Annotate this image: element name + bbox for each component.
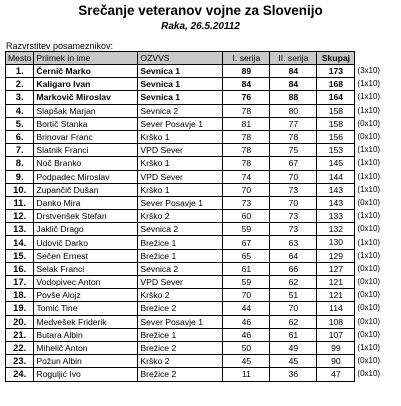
series-1-cell: 78 <box>223 144 270 157</box>
name-cell: Vodopivec Anton <box>34 276 138 289</box>
name-cell: Slatnik Franci <box>34 144 138 157</box>
table-row <box>6 210 388 223</box>
table-row <box>6 341 388 354</box>
name-cell: Povše Alojz <box>34 289 138 302</box>
table-row <box>6 183 388 196</box>
total-cell: 99 <box>317 341 355 354</box>
club-cell: Brežice 2 <box>138 341 223 354</box>
rank-cell: 17. <box>6 276 34 289</box>
rank-cell: 24. <box>6 368 34 381</box>
rank-cell: 3. <box>6 91 34 104</box>
total-cell: 143 <box>317 196 355 209</box>
total-cell: 158 <box>317 117 355 130</box>
results-table <box>5 51 388 382</box>
name-cell: Tomić Tine <box>34 302 138 315</box>
series-1-cell: 61 <box>223 262 270 275</box>
series-2-cell: 62 <box>270 276 317 289</box>
series-1-cell: 89 <box>223 65 270 78</box>
series-1-cell: 70 <box>223 289 270 302</box>
club-cell: Sever Posavje 1 <box>138 196 223 209</box>
header-rank: Mesto <box>6 52 34 65</box>
tens-count: (1x10) <box>357 211 381 221</box>
series-1-cell: 84 <box>223 78 270 91</box>
series-1-cell: 50 <box>223 341 270 354</box>
series-1-cell: 65 <box>223 249 270 262</box>
club-cell: Sevnica 1 <box>138 78 223 91</box>
name-cell: Danko Mira <box>34 196 138 209</box>
rank-cell: 6. <box>6 130 34 143</box>
series-2-cell: 66 <box>270 262 317 275</box>
club-cell: Brežice 1 <box>138 249 223 262</box>
series-2-cell: 70 <box>270 196 317 209</box>
tens-count: (0x10) <box>357 118 381 128</box>
table-row <box>6 78 388 91</box>
tens-count: (1x10) <box>357 184 381 194</box>
club-cell: Sever Posavje 1 <box>138 117 223 130</box>
series-2-cell: 73 <box>270 183 317 196</box>
rank-cell: 9. <box>6 170 34 183</box>
series-2-cell: 78 <box>270 130 317 143</box>
total-cell: 145 <box>317 157 355 170</box>
table-row <box>6 236 388 249</box>
total-cell: 173 <box>317 65 355 78</box>
tens-count: (1x10) <box>357 92 381 102</box>
name-cell: Mihelič Anton <box>34 341 138 354</box>
club-cell: Sevnica 2 <box>138 104 223 117</box>
rank-cell: 10. <box>6 183 34 196</box>
club-cell: Brežice 1 <box>138 328 223 341</box>
club-cell: Krško 1 <box>138 157 223 170</box>
rank-cell: 2. <box>6 78 34 91</box>
table-row <box>6 117 388 130</box>
page-title: Srečanje veteranov vojne za Slovenijo <box>78 3 323 18</box>
header-name: Priimek in ime <box>34 52 138 65</box>
table-row <box>6 315 388 328</box>
tens-count: (0x10) <box>357 263 381 273</box>
tens-count: (1x10) <box>357 105 381 115</box>
club-cell: VPD Sever <box>138 144 223 157</box>
tens-count: (1x10) <box>357 237 381 247</box>
table-row <box>6 130 388 143</box>
club-cell: Krško 2 <box>138 210 223 223</box>
club-cell: Sevnica 1 <box>138 65 223 78</box>
rank-cell: 5. <box>6 117 34 130</box>
total-cell: 143 <box>317 183 355 196</box>
total-cell: 156 <box>317 130 355 143</box>
table-caption: Razvrstitev posameznikov: <box>6 41 114 51</box>
name-cell: Bortič Stanka <box>34 117 138 130</box>
total-cell: 130 <box>317 236 355 249</box>
table-row <box>6 355 388 368</box>
event-subtitle: Raka, 26.5.20112 <box>161 21 240 32</box>
series-2-cell: 80 <box>270 104 317 117</box>
tens-count: (0x10) <box>357 356 381 366</box>
club-cell: Sevnica 1 <box>138 91 223 104</box>
table-row <box>6 170 388 183</box>
name-cell: Markovič Miroslav <box>34 91 138 104</box>
rank-cell: 21. <box>6 328 34 341</box>
rank-cell: 16. <box>6 262 34 275</box>
tens-count: (1x10) <box>357 158 381 168</box>
table-row <box>6 276 388 289</box>
tens-count: (1x10) <box>357 79 381 89</box>
series-1-cell: 76 <box>223 91 270 104</box>
rank-cell: 20. <box>6 315 34 328</box>
series-1-cell: 74 <box>223 170 270 183</box>
name-cell: Noč Branko <box>34 157 138 170</box>
series-1-cell: 78 <box>223 157 270 170</box>
total-cell: 121 <box>317 289 355 302</box>
total-cell: 144 <box>317 170 355 183</box>
total-cell: 158 <box>317 104 355 117</box>
series-1-cell: 70 <box>223 183 270 196</box>
series-1-cell: 59 <box>223 276 270 289</box>
total-cell: 168 <box>317 78 355 91</box>
series-1-cell: 78 <box>223 130 270 143</box>
rank-cell: 13. <box>6 223 34 236</box>
series-1-cell: 46 <box>223 315 270 328</box>
rank-cell: 19. <box>6 302 34 315</box>
table-row <box>6 368 388 381</box>
series-2-cell: 45 <box>270 355 317 368</box>
total-cell: 108 <box>317 315 355 328</box>
series-2-cell: 62 <box>270 315 317 328</box>
club-cell: Krško 2 <box>138 355 223 368</box>
tens-count: (0x10) <box>357 369 381 379</box>
series-2-cell: 61 <box>270 328 317 341</box>
club-cell: Brežice 2 <box>138 302 223 315</box>
table-row <box>6 144 388 157</box>
rank-cell: 4. <box>6 104 34 117</box>
series-1-cell: 60 <box>223 210 270 223</box>
table-row <box>6 157 388 170</box>
name-cell: Brinovar Franc <box>34 130 138 143</box>
tens-count: (0x10) <box>357 290 381 300</box>
total-cell: 153 <box>317 144 355 157</box>
rank-cell: 7. <box>6 144 34 157</box>
tens-count: (1x10) <box>357 171 381 181</box>
series-2-cell: 63 <box>270 236 317 249</box>
table-row <box>6 104 388 117</box>
name-cell: Požun Albin <box>34 355 138 368</box>
rank-cell: 14. <box>6 236 34 249</box>
tens-count: (1x10) <box>357 250 381 260</box>
series-1-cell: 44 <box>223 302 270 315</box>
tens-count: (0x10) <box>357 132 381 142</box>
table-row <box>6 223 388 236</box>
table-row <box>6 289 388 302</box>
name-cell: Černič Marko <box>34 65 138 78</box>
series-1-cell: 78 <box>223 104 270 117</box>
rank-cell: 1. <box>6 65 34 78</box>
series-1-cell: 81 <box>223 117 270 130</box>
total-cell: 121 <box>317 276 355 289</box>
table-row <box>6 328 388 341</box>
name-cell: Drstvenšek Stefan <box>34 210 138 223</box>
tens-count: (0x10) <box>357 224 381 234</box>
name-cell: Butara Albin <box>34 328 138 341</box>
club-cell: Brežice 1 <box>138 236 223 249</box>
series-1-cell: 11 <box>223 368 270 381</box>
name-cell: Podpadec Miroslav <box>34 170 138 183</box>
tens-count: (3x10) <box>357 66 381 76</box>
series-2-cell: 73 <box>270 210 317 223</box>
name-cell: Selak Franci <box>34 262 138 275</box>
club-cell: Sevnica 2 <box>138 223 223 236</box>
series-1-cell: 73 <box>223 196 270 209</box>
series-2-cell: 70 <box>270 302 317 315</box>
total-cell: 129 <box>317 249 355 262</box>
name-cell: Jaklič Drago <box>34 223 138 236</box>
club-cell: Krško 1 <box>138 130 223 143</box>
tens-count: (0x10) <box>357 277 381 287</box>
club-cell: Krško 2 <box>138 289 223 302</box>
header-series-1: I. serija <box>223 52 270 65</box>
rank-cell: 23. <box>6 355 34 368</box>
header-total: Skupaj <box>317 52 355 65</box>
total-cell: 127 <box>317 262 355 275</box>
rank-cell: 18. <box>6 289 34 302</box>
name-cell: Kaligaro Ivan <box>34 78 138 91</box>
table-row <box>6 65 388 78</box>
table-row <box>6 91 388 104</box>
club-cell: VPD Sever <box>138 170 223 183</box>
name-cell: Udovič Darko <box>34 236 138 249</box>
header-series-2: II. serija <box>270 52 317 65</box>
name-cell: Zupančič Dušan <box>34 183 138 196</box>
club-cell: VPD Sever <box>138 276 223 289</box>
club-cell: Krško 1 <box>138 183 223 196</box>
series-2-cell: 51 <box>270 289 317 302</box>
table-row <box>6 249 388 262</box>
tens-count: (0x10) <box>357 329 381 339</box>
tens-count: (0x10) <box>357 316 381 326</box>
header-club: OZVVS <box>138 52 223 65</box>
club-cell: Brežice 2 <box>138 368 223 381</box>
tens-count: (0x10) <box>357 197 381 207</box>
series-2-cell: 73 <box>270 223 317 236</box>
total-cell: 47 <box>317 368 355 381</box>
series-2-cell: 67 <box>270 157 317 170</box>
name-cell: Medvešek Friderik <box>34 315 138 328</box>
table-row <box>6 196 388 209</box>
series-1-cell: 46 <box>223 328 270 341</box>
series-2-cell: 84 <box>270 78 317 91</box>
tens-count: (0x10) <box>357 303 381 313</box>
series-2-cell: 36 <box>270 368 317 381</box>
total-cell: 133 <box>317 210 355 223</box>
table-row <box>6 302 388 315</box>
club-cell: Sever Posavje 1 <box>138 315 223 328</box>
series-1-cell: 45 <box>223 355 270 368</box>
series-2-cell: 88 <box>270 91 317 104</box>
total-cell: 164 <box>317 91 355 104</box>
series-2-cell: 75 <box>270 144 317 157</box>
rank-cell: 12. <box>6 210 34 223</box>
name-cell: Slapšak Marjan <box>34 104 138 117</box>
club-cell: Sevnica 2 <box>138 262 223 275</box>
rank-cell: 11. <box>6 196 34 209</box>
rank-cell: 22. <box>6 341 34 354</box>
series-2-cell: 77 <box>270 117 317 130</box>
series-2-cell: 70 <box>270 170 317 183</box>
series-2-cell: 84 <box>270 65 317 78</box>
name-cell: Sečen Ernest <box>34 249 138 262</box>
table-row <box>6 262 388 275</box>
total-cell: 114 <box>317 302 355 315</box>
total-cell: 90 <box>317 355 355 368</box>
name-cell: Roguljić Ivo <box>34 368 138 381</box>
rank-cell: 15. <box>6 249 34 262</box>
series-2-cell: 49 <box>270 341 317 354</box>
table-header-row <box>6 52 388 65</box>
total-cell: 132 <box>317 223 355 236</box>
series-1-cell: 67 <box>223 236 270 249</box>
tens-count: (1x10) <box>357 145 381 155</box>
series-1-cell: 59 <box>223 223 270 236</box>
total-cell: 107 <box>317 328 355 341</box>
series-2-cell: 64 <box>270 249 317 262</box>
tens-count: (1x10) <box>357 343 381 353</box>
rank-cell: 8. <box>6 157 34 170</box>
